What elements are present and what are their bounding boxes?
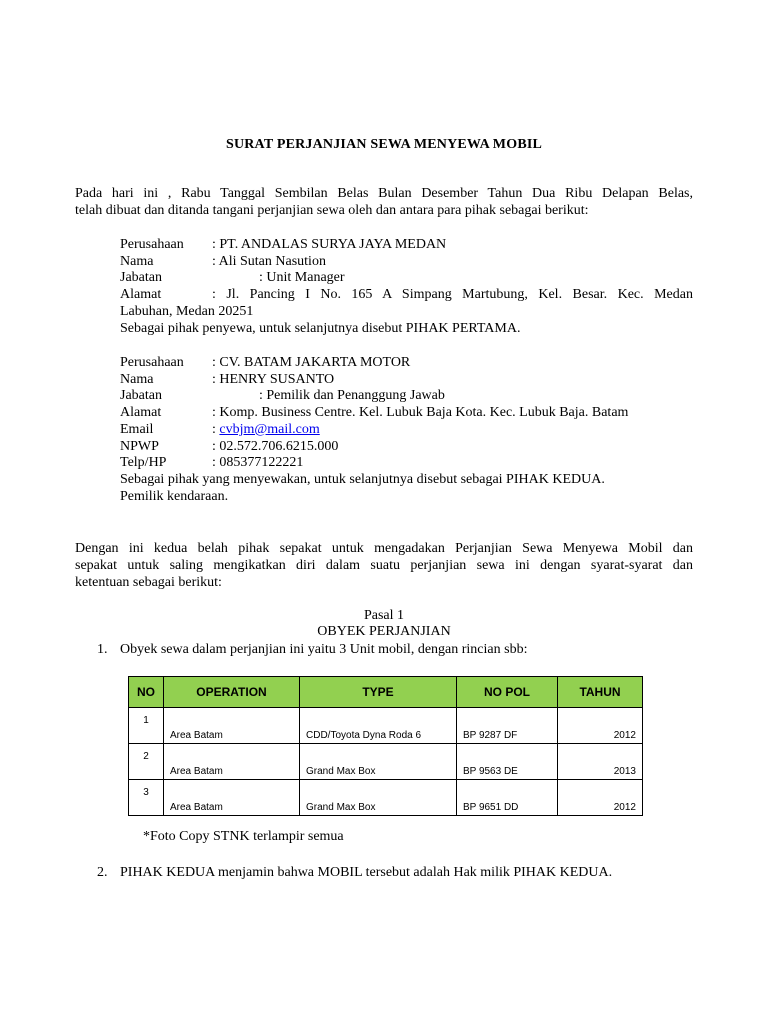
cell-no: 3: [129, 780, 164, 816]
agreement-line-1: Dengan ini kedua belah pihak sepakat untuk mengadakan Perjanjian Sewa Menyewa Mobil dan: [75, 541, 693, 556]
cell-operation: Area Batam: [164, 780, 300, 816]
party1-position: : Unit Manager: [259, 270, 345, 286]
cell-type: Grand Max Box: [300, 744, 457, 780]
party2-name-label: Nama: [120, 371, 154, 387]
table-row: [129, 708, 643, 744]
table-row: [129, 780, 643, 816]
cell-no-pol: BP 9563 DE: [457, 744, 558, 780]
party2-address-label: Alamat: [120, 405, 162, 421]
party1-name: : Ali Sutan Nasution: [212, 253, 326, 269]
header-operation: OPERATION: [164, 677, 300, 708]
cell-operation: Area Batam: [164, 744, 300, 780]
party2-role: Sebagai pihak yang menyewakan, untuk selanjutnya disebut sebagai PIHAK KEDUA.: [120, 471, 605, 487]
vehicle-table: [128, 676, 643, 816]
cell-operation: Area Batam: [164, 708, 300, 744]
party2-npwp-label: NPWP: [120, 438, 159, 454]
cell-type: Grand Max Box: [300, 780, 457, 816]
party1-position-label: Jabatan: [120, 270, 162, 286]
party2-role-2: Pemilik kendaraan.: [120, 488, 229, 504]
header-no: NO: [129, 677, 164, 708]
header-tahun: TAHUN: [558, 677, 643, 708]
intro-paragraph: [75, 185, 693, 219]
party2-phone-label: Telp/HP: [120, 455, 167, 471]
intro-line-2: telah dibuat dan ditanda tangani perjanjian sewa oleh dan antara para pihak sebagai berikut:: [75, 203, 589, 218]
intro-line-1: Pada hari ini , Rabu Tanggal Sembilan Belas Bulan Desember Tahun Dua Ribu Delapan Belas,: [75, 186, 693, 201]
clause-item-2-text: PIHAK KEDUA menjamin bahwa MOBIL tersebut adalah Hak milik PIHAK KEDUA.: [120, 865, 613, 880]
cell-tahun: 2012: [558, 708, 643, 744]
table-header-row: [129, 677, 643, 708]
party2-company: : CV. BATAM JAKARTA MOTOR: [212, 355, 411, 370]
agreement-line-3: ketentuan sebagai berikut:: [75, 575, 222, 590]
party1-role: Sebagai pihak penyewa, untuk selanjutnya disebut PIHAK PERTAMA.: [120, 320, 521, 336]
party1-address-label: Alamat: [120, 287, 162, 303]
clause-item-2: [97, 865, 612, 881]
cell-no-pol: BP 9651 DD: [457, 780, 558, 816]
party2-position-label: Jabatan: [120, 388, 162, 404]
clause-item-1: [97, 642, 527, 658]
cell-type: CDD/Toyota Dyna Roda 6: [300, 708, 457, 744]
party2-position: : Pemilik dan Penanggung Jawab: [259, 388, 445, 404]
party-two-block: [120, 355, 693, 505]
pasal-title: OBYEK PERJANJIAN: [317, 624, 451, 639]
party1-address: : Jl. Pancing I No. 165 A Simpang Martubung, Kel. Besar. Kec. Medan: [212, 287, 693, 303]
party-one-block: [120, 237, 693, 337]
clause-item-2-number: 2.: [97, 865, 108, 880]
cell-tahun: 2012: [558, 780, 643, 816]
header-no-pol: NO POL: [457, 677, 558, 708]
clause-item-1-text: Obyek sewa dalam perjanjian ini yaitu 3 Unit mobil, dengan rincian sbb:: [120, 642, 528, 657]
header-type: TYPE: [300, 677, 457, 708]
cell-no: 2: [129, 744, 164, 780]
stnk-note: *Foto Copy STNK terlampir semua: [143, 829, 344, 844]
cell-no-pol: BP 9287 DF: [457, 708, 558, 744]
cell-no: 1: [129, 708, 164, 744]
document-title: SURAT PERJANJIAN SEWA MENYEWA MOBIL: [225, 137, 543, 152]
pasal-heading: Pasal 1: [363, 608, 405, 623]
party2-email-link[interactable]: cvbjm@mail.com: [219, 421, 320, 437]
party2-company-label: Perusahaan: [120, 355, 184, 370]
cell-tahun: 2013: [558, 744, 643, 780]
clause-item-1-number: 1.: [97, 642, 108, 657]
party2-name: : HENRY SUSANTO: [212, 371, 335, 387]
party2-npwp: : 02.572.706.6215.000: [212, 438, 339, 454]
party2-address: : Komp. Business Centre. Kel. Lubuk Baja Kota. Kec. Lubuk Baja. Batam: [212, 405, 629, 421]
party2-email-colon: :: [212, 421, 220, 437]
agreement-paragraph: [75, 540, 693, 591]
party1-company: : PT. ANDALAS SURYA JAYA MEDAN: [212, 237, 447, 252]
table-row: [129, 744, 643, 780]
agreement-line-2: sepakat untuk saling mengikatkan diri dalam suatu perjanjian sewa ini dengan syarat-syarat dan: [75, 558, 693, 573]
party2-phone: : 085377122221: [212, 455, 304, 471]
party1-company-label: Perusahaan: [120, 237, 184, 252]
party2-email-label: Email: [120, 421, 154, 437]
party1-name-label: Nama: [120, 253, 154, 269]
party1-address-cont: Labuhan, Medan 20251: [120, 303, 254, 319]
